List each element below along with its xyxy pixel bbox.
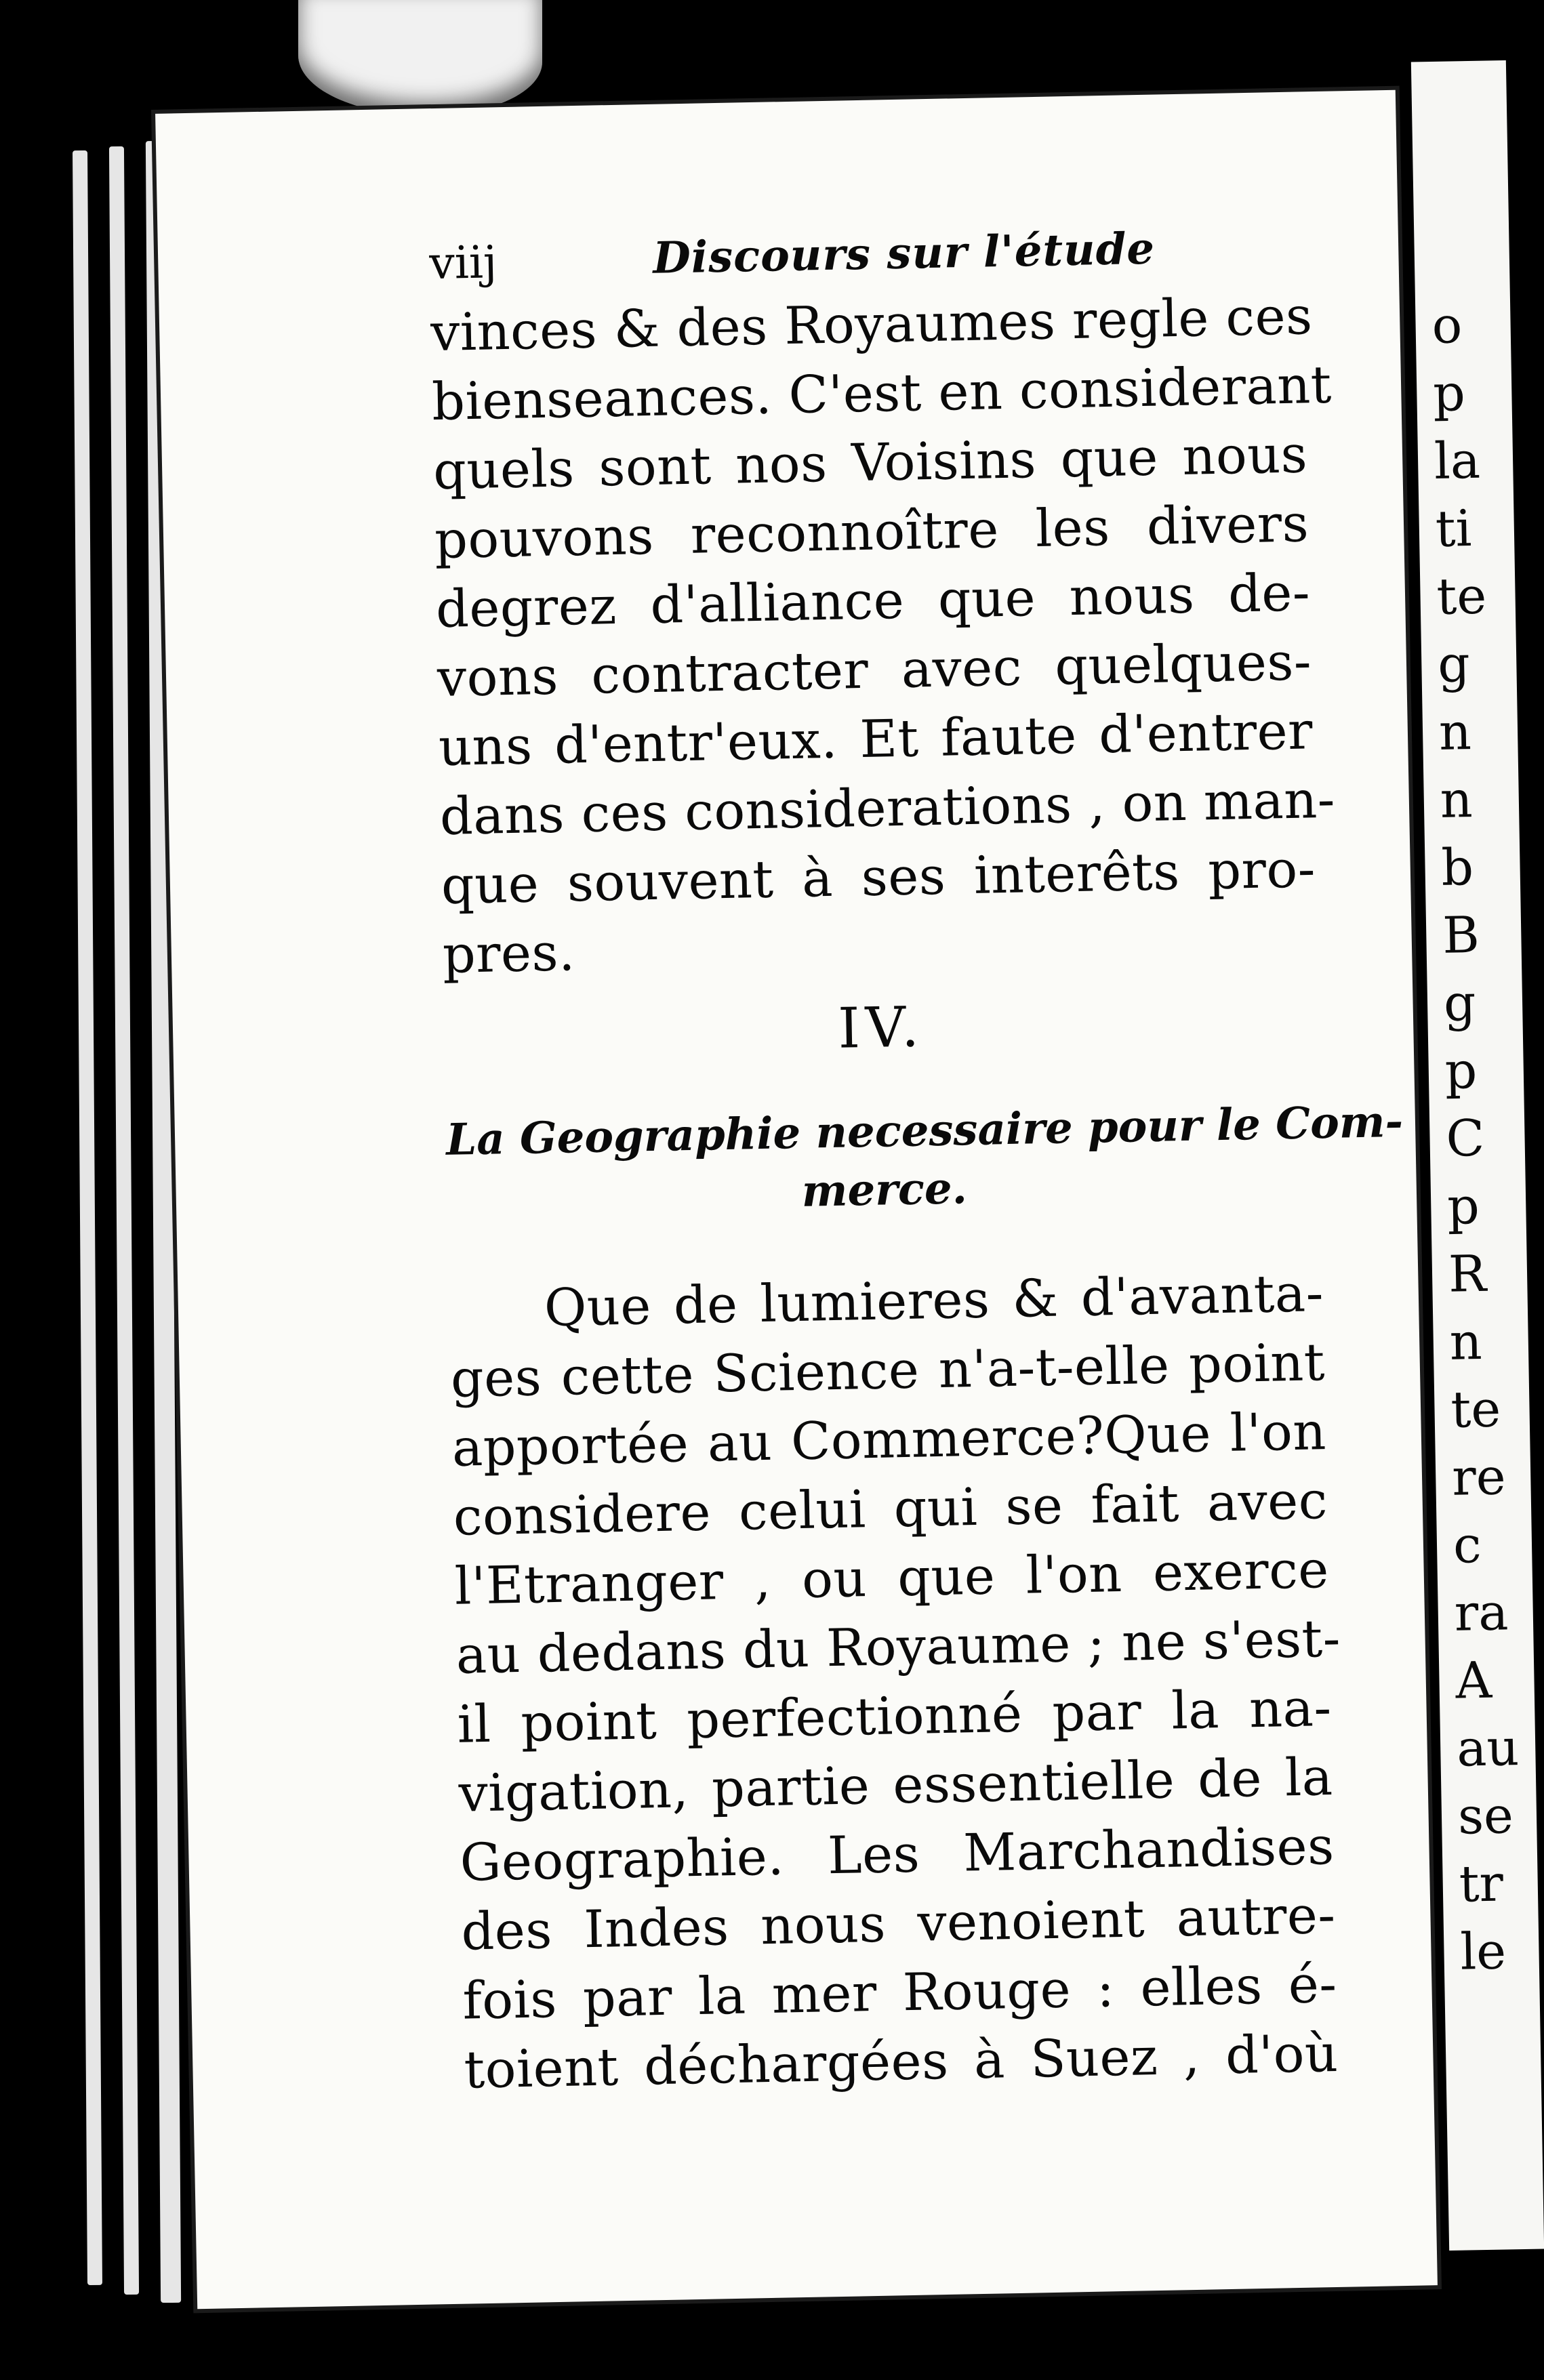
text-line: Geographie. Les Marchandises (459, 1815, 1335, 1893)
page-text-block (428, 220, 1404, 2104)
next-page-letter: ra (1454, 1583, 1509, 1643)
section-title-line: La Geographie necessaire pour le Com- (445, 1096, 1404, 1166)
running-head-title: Discours sur l'étude (652, 223, 1156, 284)
text-line: que souvent à ses interêts pro- (441, 838, 1316, 916)
text-line: degrez d'alliance que nous de- (435, 562, 1311, 640)
text-line: Que de lumieres & d'avanta- (544, 1263, 1324, 1338)
text-line: l'Etranger , ou que l'on exerce (454, 1539, 1330, 1616)
text-line: considere celui qui se fait avec (453, 1470, 1328, 1547)
page-number: viij (428, 236, 498, 290)
text-line: au dedans du Royaume ; ne s'est- (455, 1607, 1341, 1685)
text-line: uns d'entr'eux. Et faute d'entrer (438, 700, 1314, 778)
section-title-line: merce. (800, 1163, 968, 1217)
next-page-letter: ti (1435, 499, 1473, 558)
text-line: vons contracter avec quelques- (436, 631, 1312, 709)
next-page-letter: C (1445, 1109, 1485, 1168)
next-page-letter: n (1440, 771, 1474, 829)
text-line: vinces & des Royaumes regle ces (430, 285, 1314, 363)
page-edge (109, 146, 139, 2295)
next-page-letter: A (1455, 1651, 1492, 1710)
next-page-letter: p (1432, 364, 1466, 423)
next-page-letter: o (1431, 296, 1463, 355)
text-line: fois par la mer Rouge : elles é- (462, 1953, 1338, 2031)
next-page-letter: g (1443, 974, 1477, 1033)
text-line: dans ces considerations , on man- (439, 768, 1336, 846)
next-page-letter: g (1437, 635, 1471, 694)
text-line: apportée au Commerce?Que l'on (451, 1401, 1327, 1478)
torn-paper-fragment (298, 0, 542, 115)
section-title (445, 1094, 1404, 1228)
next-page-sliver (1411, 60, 1544, 2251)
next-page-letter: n (1449, 1312, 1483, 1372)
text-line: toient déchargées à Suez , d'où (463, 2022, 1339, 2100)
text-line: ges cette Science n'a-t-elle point (450, 1332, 1326, 1409)
paragraph-2 (449, 1258, 1339, 2105)
next-page-letter: R (1448, 1244, 1487, 1304)
section-number: IV. (837, 995, 925, 1061)
next-page-letter: se (1457, 1786, 1514, 1846)
next-page-letter: n (1438, 703, 1472, 762)
next-page-letter: le (1459, 1922, 1507, 1982)
next-page-letter: c (1452, 1515, 1482, 1575)
paragraph-1 (430, 281, 1336, 989)
text-line: pouvons reconnoître les divers (434, 493, 1309, 571)
next-page-letter: re (1451, 1448, 1507, 1507)
page-edge (73, 150, 102, 2285)
next-page-letter: B (1442, 905, 1480, 965)
text-line: quels sont nos Voisins que nous (432, 424, 1308, 501)
next-page-letters (1431, 291, 1523, 1986)
text-line: il point perfectionné par la na- (456, 1677, 1333, 1755)
next-page-letter: au (1456, 1719, 1520, 1778)
text-line: pres. (442, 922, 576, 985)
next-page-letter: tr (1459, 1854, 1504, 1914)
text-line: bienseances. C'est en considerant (431, 354, 1333, 432)
text-line: vigation, partie essentielle de la (458, 1746, 1334, 1824)
next-page-letter: b (1440, 838, 1474, 897)
next-page-letter: la (1434, 431, 1481, 491)
next-page-letter: te (1450, 1380, 1501, 1439)
next-page-letter: te (1436, 567, 1487, 626)
book-page (155, 90, 1438, 2310)
text-line: des Indes nous venoient autre- (460, 1884, 1337, 1962)
next-page-letter: p (1446, 1176, 1480, 1236)
next-page-letter: p (1444, 1042, 1478, 1101)
